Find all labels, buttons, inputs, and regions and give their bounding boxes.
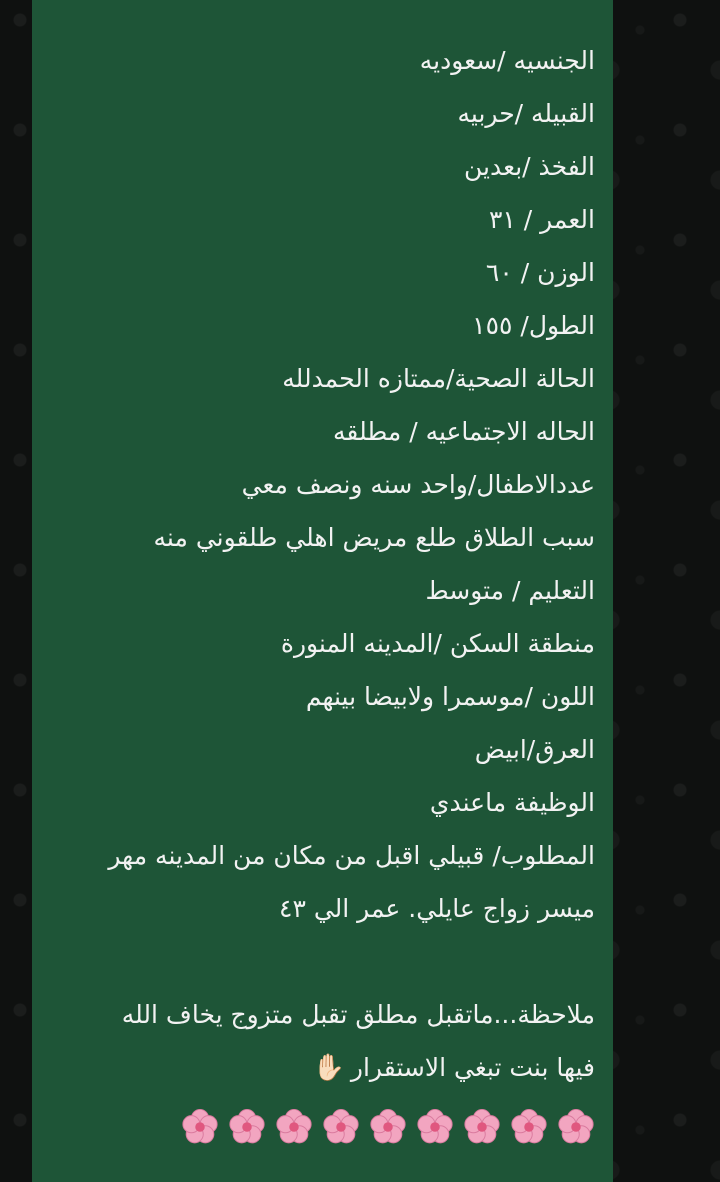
line-children: عددالاطفال/واحد سنه ونصف معي (241, 470, 595, 499)
cherry-blossom-icon (181, 1108, 219, 1146)
line-age: العمر / ٣١ (488, 205, 595, 234)
line-requirements-cont: ميسر زواج عايلي. عمر الي ٤٣ (279, 894, 595, 923)
cherry-blossom-icon (416, 1108, 454, 1146)
cherry-blossom-icon (322, 1108, 360, 1146)
line-education: التعليم / متوسط (425, 576, 595, 605)
cherry-blossom-icon (510, 1108, 548, 1146)
line-health: الحالة الصحية/ممتازه الحمدلله (282, 364, 595, 393)
cherry-blossom-icon (463, 1108, 501, 1146)
flower-row (50, 1108, 595, 1160)
raised-hand-icon: ✋🏻 (312, 1053, 345, 1083)
line-nationality: الجنسيه /سعوديه (419, 46, 595, 75)
line-job: الوظيفة ماعندي (429, 788, 595, 817)
cherry-blossom-icon (369, 1108, 407, 1146)
message-bubble[interactable] (32, 0, 613, 1182)
line-note-cont (50, 1041, 595, 1094)
cherry-blossom-icon (275, 1108, 313, 1146)
cherry-blossom-icon (557, 1108, 595, 1146)
line-note: ملاحظة...ماتقبل مطلق تقبل متزوج يخاف الله (121, 1000, 595, 1029)
line-skin-color: اللون /موسمرا ولابيضا بينهم (305, 682, 595, 711)
line-tribe: القبيله /حربيه (457, 99, 595, 128)
line-ethnicity: العرق/ابيض (474, 735, 595, 764)
cherry-blossom-icon (228, 1108, 266, 1146)
message-text (50, 34, 595, 1094)
blank-line (50, 935, 595, 988)
line-residence: منطقة السكن /المدينه المنورة (280, 629, 595, 658)
line-weight: الوزن / ٦٠ (485, 258, 595, 287)
line-clan: الفخذ /بعدين (464, 152, 595, 181)
line-divorce-reason: سبب الطلاق طلع مريض اهلي طلقوني منه (153, 523, 595, 552)
line-note-cont-text: فيها بنت تبغي الاستقرار (350, 1053, 595, 1082)
line-height: الطول/ ١٥٥ (472, 311, 595, 340)
line-requirements: المطلوب/ قبيلي اقبل من مكان من المدينه مهر (108, 841, 595, 870)
line-marital-status: الحاله الاجتماعيه / مطلقه (333, 417, 595, 446)
